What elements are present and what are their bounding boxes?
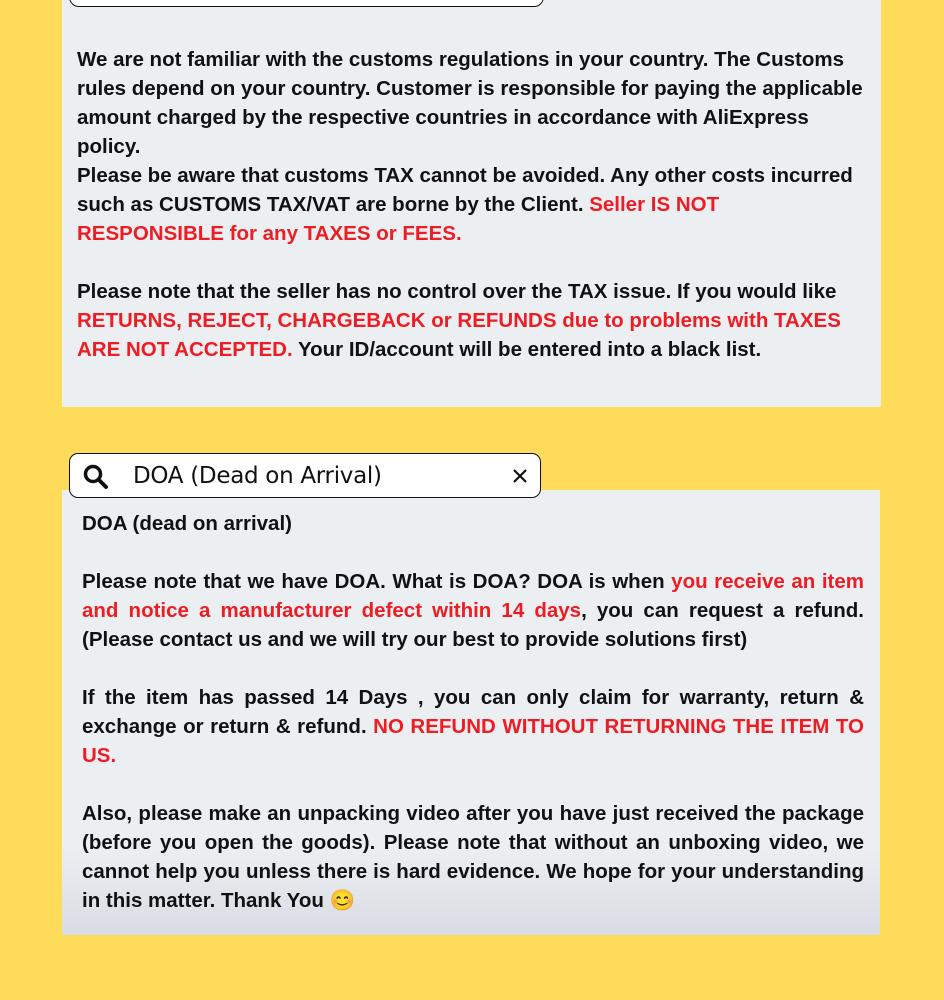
previous-search-bar[interactable] — [69, 0, 544, 7]
seller-not-responsible-warning: Seller IS NOT RESPONSIBLE for any TAXES or FEES. — [77, 193, 720, 245]
search-input-value[interactable]: DOA (Dead on Arrival) — [133, 463, 382, 489]
search-icon[interactable] — [82, 463, 110, 491]
doa-heading: DOA (dead on arrival) — [82, 512, 292, 535]
no-refund-warning: NO REFUND WITHOUT RETURNING THE ITEM TO US. — [82, 715, 864, 767]
customs-paragraph: We are not familiar with the customs regulations in your country. The Customs rules depend on your country. Customer is responsible for paying the applicable amount charged by the respective countries in accordance with AliExpress policy. — [77, 48, 863, 158]
customs-tax-text: Please be aware that customs TAX cannot be avoided. Any other costs incurred such as CUSTOMS TAX/VAT are borne by the Client. — [77, 164, 853, 216]
doa-defect-window-highlight: you receive an item and notice a manufacturer defect within 14 days — [82, 570, 864, 622]
warranty-paragraph — [82, 683, 864, 770]
blacklist-text: Your ID/account will be entered into a black list. — [292, 338, 762, 361]
tax-control-paragraph — [77, 277, 872, 364]
doa-definition-paragraph — [82, 567, 864, 654]
doa-definition-text: Please note that we have DOA. What is DOA? DOA is when — [82, 570, 672, 593]
tax-control-text: Please note that the seller has no control over the TAX issue. If you would like — [77, 280, 837, 303]
customs-tax-paragraph — [77, 161, 867, 248]
doa-search-bar[interactable] — [69, 453, 541, 498]
returns-not-accepted-warning: RETURNS, REJECT, CHARGEBACK or REFUNDS due to problems with TAXES ARE NOT ACCEPTED. — [77, 309, 841, 361]
unboxing-video-paragraph: Also, please make an unpacking video after you have just received the package (before you open the goods). Please note that without an unboxing video, we cannot help you unless there is hard evidence. We hope for your understanding in this matter. Thank You 😊 — [82, 802, 864, 912]
warranty-text: If the item has passed 14 Days , you can only claim for warranty, return & exchange or return & refund. — [82, 686, 864, 738]
doa-refund-text: , you can request a refund. (Please contact us and we will try our best to provide solutions first) — [82, 599, 864, 651]
close-icon[interactable] — [510, 466, 530, 486]
